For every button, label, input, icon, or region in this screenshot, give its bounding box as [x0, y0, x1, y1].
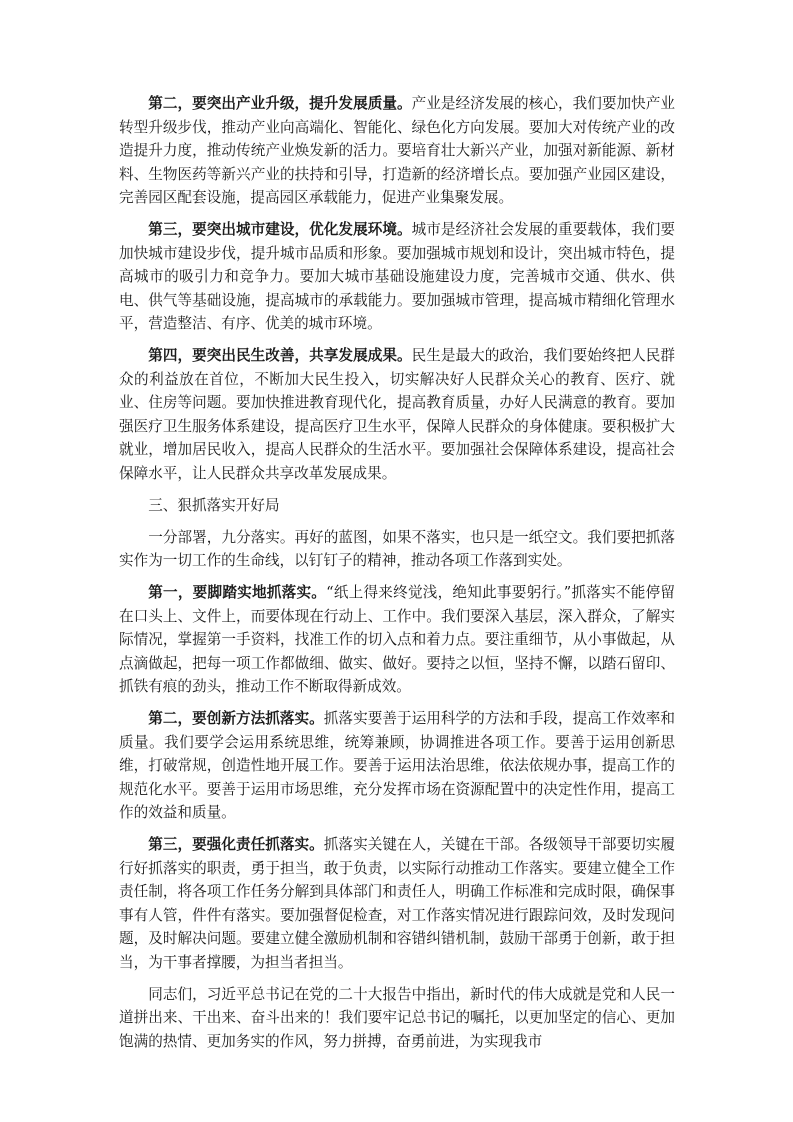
paragraph-industry	[119, 92, 675, 210]
paragraph-body: 抓落实关键在人，关键在干部。各级领导干部要切实履行好抓落实的职责，勇于担当，敢于负责，以实际行动推动工作落实。要建立健全工作责任制，将各项工作任务分解到具体部门和责任人，明确工作标准和完成时限，确保事事有人管，件件有落实。要加强督促检查，对工作落实情况进行跟踪问效，及时发现问题，及时解决问题。要建立健全激励机制和容错纠错机制，鼓励干部勇于创新，敢于担当，为干事者撑腰，为担当者担当。	[119, 836, 675, 971]
paragraph-lead: 第四，要突出民生改善，共享发展成果。	[148, 347, 412, 364]
paragraph-city	[119, 218, 675, 336]
paragraph-body: “纸上得来终觉浅，绝知此事要躬行。”抓落实不能停留在口头上、文件上，而要体现在行动上、工作中。我们要深入基层，深入群众，了解实际情况，掌握第一手资料，找准工作的切入点和着力点。要注重细节，从小事做起，从点滴做起，把每一项工作都做细、做实、做好。要持之以恒，坚持不懈，以踏石留印、抓铁有痕的劲头，推动工作不断取得新成效。	[119, 584, 675, 695]
closing-paragraph: 同志们，习近平总书记在党的二十大报告中指出，新时代的伟大成就是党和人民一道拼出来、干出来、奋斗出来的！我们要牢记总书记的嘱托，以更加坚定的信心、更加饱满的热情、更加务实的作风，努力拼搏，奋勇前进，为实现我市	[119, 985, 675, 1050]
paragraph-lead: 第三，要强化责任抓落实。	[148, 836, 324, 853]
paragraph-lead: 第三，要突出城市建设，优化发展环境。	[148, 221, 412, 238]
paragraph-lead: 第一，要脚踏实地抓落实。	[148, 584, 327, 601]
paragraph-responsibility	[119, 833, 675, 974]
section-heading: 三、狠抓落实开好局	[148, 496, 280, 514]
paragraph-lead: 第二，要突出产业升级，提升发展质量。	[148, 95, 412, 112]
document-page	[119, 92, 675, 1062]
paragraph-body: 城市是经济社会发展的重要载体，我们要加快城市建设步伐，提升城市品质和形象。要加强城市规划和设计，突出城市特色，提高城市的吸引力和竞争力。要加大城市基础设施建设力度，完善城市交通、供水、供电、供气等基础设施，提高城市的承载能力。要加强城市管理，提高城市精细化管理水平，营造整洁、有序、优美的城市环境。	[119, 221, 675, 332]
intro-paragraph: 一分部署，九分落实。再好的蓝图，如果不落实，也只是一纸空文。我们要把抓落实作为一切工作的生命线，以钉钉子的精神，推动各项工作落到实处。	[119, 528, 675, 569]
paragraph-innovation	[119, 707, 675, 825]
paragraph-down-to-earth	[119, 581, 675, 699]
paragraph-lead: 第二，要创新方法抓落实。	[148, 710, 324, 727]
paragraph-body: 产业是经济发展的核心，我们要加快产业转型升级步伐，推动产业向高端化、智能化、绿色化方向发展。要加大对传统产业的改造提升力度，推动传统产业焕发新的活力。要培育壮大新兴产业，加强对新能源、新材料、生物医药等新兴产业的扶持和引导，打造新的经济增长点。要加强产业园区建设，完善园区配套设施，提高园区承载能力，促进产业集聚发展。	[119, 95, 675, 206]
paragraph-livelihood	[119, 344, 675, 485]
paragraph-body: 民生是最大的政治，我们要始终把人民群众的利益放在首位，不断加大民生投入，切实解决好人民群众关心的教育、医疗、就业、住房等问题。要加快推进教育现代化，提高教育质量，办好人民满意的教育。要加强医疗卫生服务体系建设，提高医疗卫生水平，保障人民群众的身体健康。要积极扩大就业，增加居民收入，提高人民群众的生活水平。要加强社会保障体系建设，提高社会保障水平，让人民群众共享改革发展成果。	[119, 347, 675, 482]
paragraph-body: 抓落实要善于运用科学的方法和手段，提高工作效率和质量。我们要学会运用系统思维，统筹兼顾，协调推进各项工作。要善于运用创新思维，打破常规，创造性地开展工作。要善于运用法治思维，依法依规办事，提高工作的规范化水平。要善于运用市场思维，充分发挥市场在资源配置中的决定性作用，提高工作的效益和质量。	[119, 710, 675, 821]
